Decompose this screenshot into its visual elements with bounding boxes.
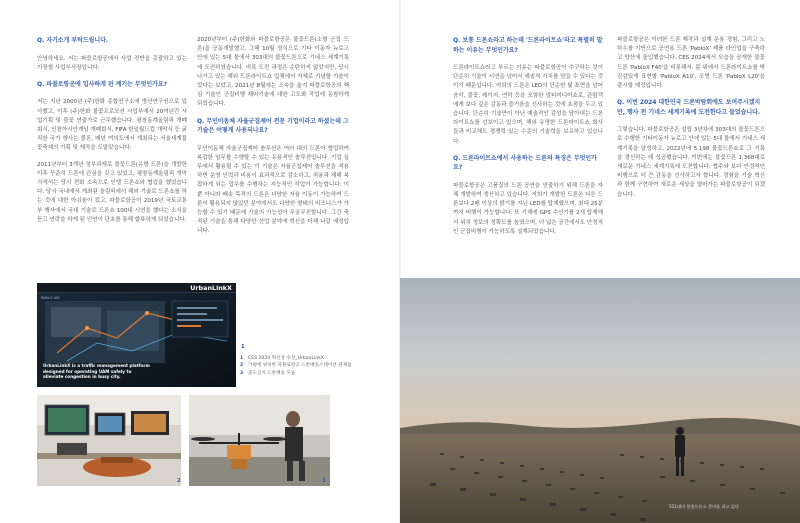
answer-paragraph: 파블로항공은 이러한 드론 제작과 설계 운용 경험, 그리고 노하우를 기반으로 공연용 드론 'PabloX' 제품 라인업을 구축하고 양산에 돌입했습니다. CES 2024에서 모습을 공개한 불꽃드론 'PabloX F40'을 비롯해서, 몸 위에서 드론라이트쇼를 박진감있게 표현할 'PabloX A10', 조명 드론 'PabloX L20'을 출시할 예정입니다. [617,37,765,90]
column-1 [37,36,187,232]
answer-paragraph: 파블로항공은 고품질의 드론 공연을 연출하기 위해 드론을 자체 개발하여 생산하고 있습니다. 저희가 개발한 드론은 다른 드론보다 2배 이상의 밝기를 지닌 LED를 탑재했으며, 최대 25분까지 비행이 가능합니다. 또 기체에 GPS 수신기를 2개 탑재해서 위치 정보의 정확도를 높였으며, 더 넓은 공간에서도 안정적인 군집비행이 가능하도록 설계되었습니다. [453,182,603,235]
question-heading: Q. 자기소개 부탁드립니다. [37,37,109,44]
answer-paragraph: 무인이동체 자율군집제어 솔루션은 여러 대의 드론이 협업하여 복잡한 임무를 수행할 수 있는 유용적인 솔루션입니다. 기업 실무에서 활용될 수 있는 이 기술은 자율군집제어 솔루션을 적용하면 운영 인력과 비용이 효과적으로 감소하고, 적용과 재해 복잡하게 되는 업무를 수행하는 지능적인 작업이 가능합니다. 이 뿐 아니라 배송 목적의 드론은 다양한 자율 이동이 가능하여 드론이 활용되지 않았던 분야에서도 다양한 형태의 비즈니스가 가능할 수 있기 때문에 기술의 가능성이 무궁무진합니다. 그간 축적된 기술을 통해 다양한 산업 분야에 혁신을 더해 나갈 예정입니다. [197,145,349,235]
figure-number: 3 [322,478,326,484]
caption-item: 3 준도심지 드론배송 모습 [240,370,296,376]
answer-paragraph: 2011년부터 3개년 정부과제로 불꽃드론(유형 드론)을 개발한 이후 꾸준히 드론에 관심을 갖고 있었고, 평창동계올림픽 개막식에서는 당시 전화 소속으로 인텔 드론쇼와 협업을 했었습니다. 당시 국내에서 개최된 올림픽에서 해외 기술로 드론쇼를 하는 것에 대한 아쉬움이 컸고, 파블로항공이 2019년 국토교통부 행사에서 국내 기술로 드론쇼 100대 시연을 했다는 소식을 듣고 연락을 하게 된 인연이 단초를 통해 합류하게 되었습니다. [37,161,187,223]
urbanlinkx-photo [37,283,236,387]
question-heading: Q. 파블로항공에 입사하게 된 계기는 무엇인가요? [37,80,168,88]
drone-field-graphic [400,278,800,523]
column-2 [197,36,349,244]
control-room-graphic [37,395,181,486]
urbanlinkx-brand: UrbanLinkX [190,284,232,292]
photo-caption: 511대의 불꽃드론쇼 준비를 하고 있다 [669,504,739,509]
question-heading: Q. 이번 2024 대한민국 드론박람회에도 보여주시겠지만, 행사 전 기네스 세계기록에 도전한다고 들었습니다. [617,99,761,116]
question-heading: Q. 보통 드론쇼라고 하는데 '드론라이트쇼'라고 특별히 말하는 이유는 무엇인가요? [453,37,603,54]
caption-item: 2 가평에 위치한 파블로항공 드론배송스테이션 관제실 [240,363,352,369]
figure-captions [240,355,360,377]
control-room-photo [37,395,181,486]
urbanlinkx-tagline: UrbanLinkX is a traffic management platform designed for operating UAM safely to alleviate congestion in busy city. [43,363,150,380]
figure-number: 1 [241,344,245,350]
delivery-drone-photo [189,395,330,486]
answer-paragraph: 그렇습니다. 파블로항공은 설립 3년차에 303대의 불꽃드론으로 수행한 기타이동자 뉴로고 안에 있는 5대 물에서 기네스 세계기록을 달성하고, 2022년에 5,198 불꽃드론쇼로 그 기록을 경신하는 데 성공했습니다. 이번에는 불꽃드론 1,368대로 새로운 기네스 세계기록에 도전합니다. 협주와 보다 안정적인 비행으로 더 큰 감동을 선사하고자 합니다. 경험을 기술 혁신과 함께 구현하여 새로운 세상을 열어가는 파블로항공이 되겠습니다. [617,127,765,198]
column-4 [617,36,765,207]
answer-paragraph: 안녕하세요. 저는 파블로항공에서 사업 전반을 총괄하고 있는 이장철 사업부사장입니다. [37,55,187,71]
answer-paragraph: 2020년부터 (주)한화와 파블로항공은 불꽃드론(소형 군집 드론)을 공동개발했고, 그해 10월 정식으로 기타 이동자 뉴로고 안에 있는 5대 물에서 303대의 불꽃드론으로 기네스 세계기록에 도전하였습니다. 비록 도전 과정은 순탄하지 않았지만, 당시 나가고 있는 해외 드론라이트쇼 업체에서 자체로 기념할 기술이었다는 보았고, 2021년 8월에는 소속을 옮겨 파블로항공의 핵심 기술인 군집비행 제어기술에 대한 고도화 작업에 동참하게 되었습니다. [197,37,349,108]
answer-paragraph: 저는 지난 2000년 (주)한화 종합연구소에 방산연구원으로 입사했고, 이후 (주)한화 불꽃프로모션 사업부에서 20여년간 사업기획 및 불꽃 연출가로 근무했습니다. 평창동계올림픽 개폐회식, 인천아시안게임 개폐회식, FIFA 한일월드컵 개막식 등 굵직한 국가 행사는 물론, 매년 여의도에서 개최되는 서울세계불꽃축제의 기획 및 제작을 도맡았습니다. [37,99,187,152]
pablo-air-logo: PABLO AIR [41,296,60,300]
question-heading: Q. 드론라이트쇼에서 사용하는 드론의 특징은 무엇인가요? [453,154,597,172]
column-3 [453,36,603,244]
answer-paragraph: 드론라이트쇼라고 부르는 이유는 파블로항공이 추구하는 것이 단순히 기술이 시연을 넘어서 예술적 가치를 담을 수 있다는 것이기 때문입니다. 저희의 드론은 LED의 단순한 빛 표현을 넘어 음악, 불꽃, 레이저, 연막 등을 포함한 멀티미디어쇼로, 관람객에게 보다 깊은 감동과 즐거움을 선사하는 것에 초점을 두고 있습니다. 단순히 기술만이 아닌 예술적인 감성을 담아내는 드론라이트쇼를 선보이고 있으며, 해외 유명한 드론라이트쇼 회사들과 비교해도 경쟁력 있는 수준의 기술력을 보유하고 있습니다. [453,65,603,145]
drone-delivery-graphic [189,395,330,486]
caption-item: 1 CES 2024 혁신상 수상_UrbanLinkX [240,356,325,361]
figure-number: 2 [177,478,181,484]
drone-field-photo [400,278,800,523]
question-heading: Q. 무인이동체 자율군집제어 전문 기업이라고 하셨는데 그 기술은 어떻게 사용되나요? [197,117,349,135]
